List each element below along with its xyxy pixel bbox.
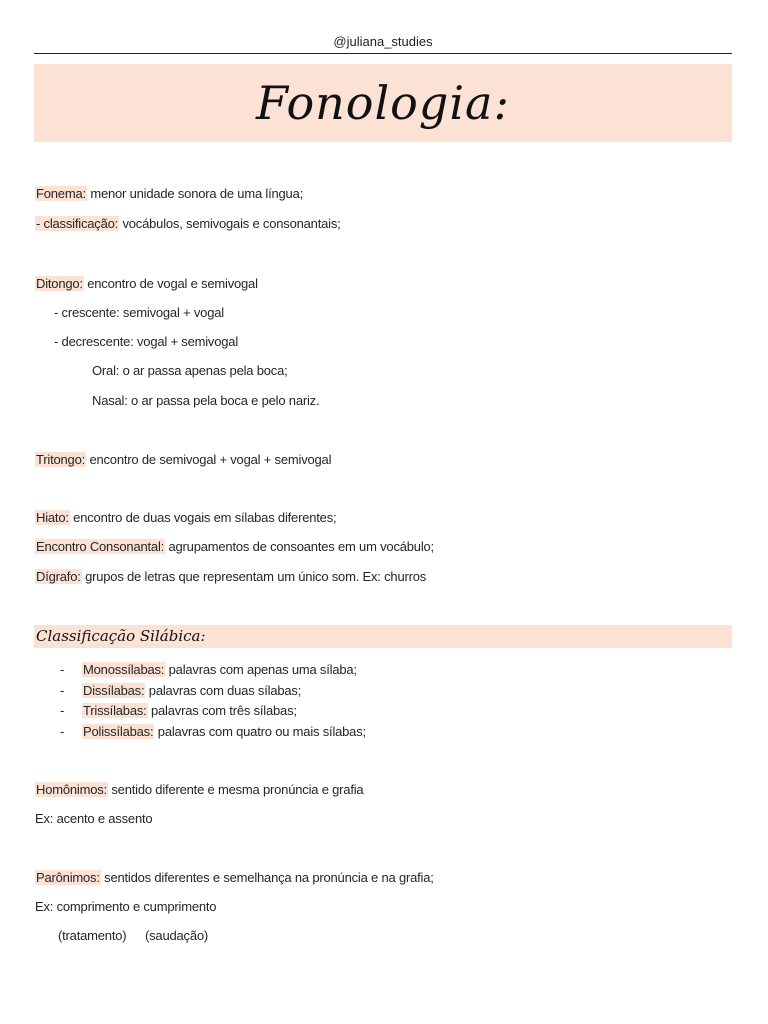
fonema-term: Fonema:: [36, 186, 86, 201]
bullet-marker: -: [60, 662, 65, 677]
ditongo-line: [35, 276, 258, 292]
list-item-definition: palavras com três sílabas;: [147, 703, 297, 718]
page-title: Fonologia:: [256, 76, 510, 130]
author-handle: @juliana_studies: [333, 34, 433, 49]
paronimos-note-saudacao: (saudação): [145, 928, 209, 943]
list-item-term: Polissílabas:: [83, 724, 154, 739]
ditongo-decrescente: - decrescente: vogal + semivogal: [54, 334, 239, 349]
fonema-line: [35, 186, 303, 202]
digrafo-definition: grupos de letras que representam um único som. Ex: churros: [81, 569, 427, 584]
tritongo-definition: encontro de semivogal + vogal + semivogal: [86, 452, 332, 467]
list-item: [82, 662, 357, 678]
paronimos-line: [35, 870, 434, 886]
title-banner: [34, 64, 732, 142]
ditongo-oral: Oral: o ar passa apenas pela boca;: [92, 363, 288, 378]
list-item: [82, 703, 297, 719]
ditongo-crescente: - crescente: semivogal + vogal: [54, 305, 224, 320]
bullet-marker: -: [60, 703, 65, 718]
tritongo-line: [35, 452, 331, 468]
digrafo-line: [35, 569, 426, 585]
classificacao-definition: vocábulos, semivogais e consonantais;: [119, 216, 341, 231]
ditongo-nasal: Nasal: o ar passa pela boca e pelo nariz.: [92, 393, 320, 408]
hiato-line: [35, 510, 336, 526]
list-item-term: Trissílabas:: [83, 703, 147, 718]
homonimos-example: Ex: acento e assento: [35, 811, 153, 826]
fonema-definition: menor unidade sonora de uma língua;: [86, 186, 304, 201]
section-heading: Classificação Silábica:: [36, 627, 206, 645]
encontro-consonantal-line: [35, 539, 434, 555]
list-item-term: Dissílabas:: [83, 683, 145, 698]
bullet-marker: -: [60, 683, 65, 698]
homonimos-definition: sentido diferente e mesma pronúncia e grafia: [107, 782, 364, 797]
list-item-term: Monossílabas:: [83, 662, 165, 677]
list-item-definition: palavras com duas sílabas;: [145, 683, 302, 698]
list-item: [82, 683, 301, 699]
page-header: [34, 34, 732, 54]
encontro-consonantal-term: Encontro Consonantal:: [36, 539, 165, 554]
bullet-marker: -: [60, 724, 65, 739]
list-item-definition: palavras com quatro ou mais sílabas;: [154, 724, 366, 739]
list-item-definition: palavras com apenas uma sílaba;: [165, 662, 357, 677]
ditongo-definition: encontro de vogal e semivogal: [83, 276, 258, 291]
homonimos-line: [35, 782, 363, 798]
tritongo-term: Tritongo:: [36, 452, 86, 467]
hiato-term: Hiato:: [36, 510, 69, 525]
paronimos-note-tratamento: (tratamento): [58, 928, 127, 943]
classificacao-term: - classificação:: [36, 216, 119, 231]
paronimos-term: Parônimos:: [36, 870, 100, 885]
section-banner-classificacao-silabica: [34, 625, 732, 648]
encontro-consonantal-definition: agrupamentos de consoantes em um vocábulo;: [165, 539, 434, 554]
fonema-classificacao-line: [35, 216, 341, 232]
homonimos-term: Homônimos:: [36, 782, 107, 797]
paronimos-example: Ex: comprimento e cumprimento: [35, 899, 217, 914]
hiato-definition: encontro de duas vogais em sílabas diferentes;: [69, 510, 337, 525]
digrafo-term: Dígrafo:: [36, 569, 81, 584]
list-item: [82, 724, 366, 740]
paronimos-definition: sentidos diferentes e semelhança na pronúncia e na grafia;: [100, 870, 434, 885]
ditongo-term: Ditongo:: [36, 276, 83, 291]
